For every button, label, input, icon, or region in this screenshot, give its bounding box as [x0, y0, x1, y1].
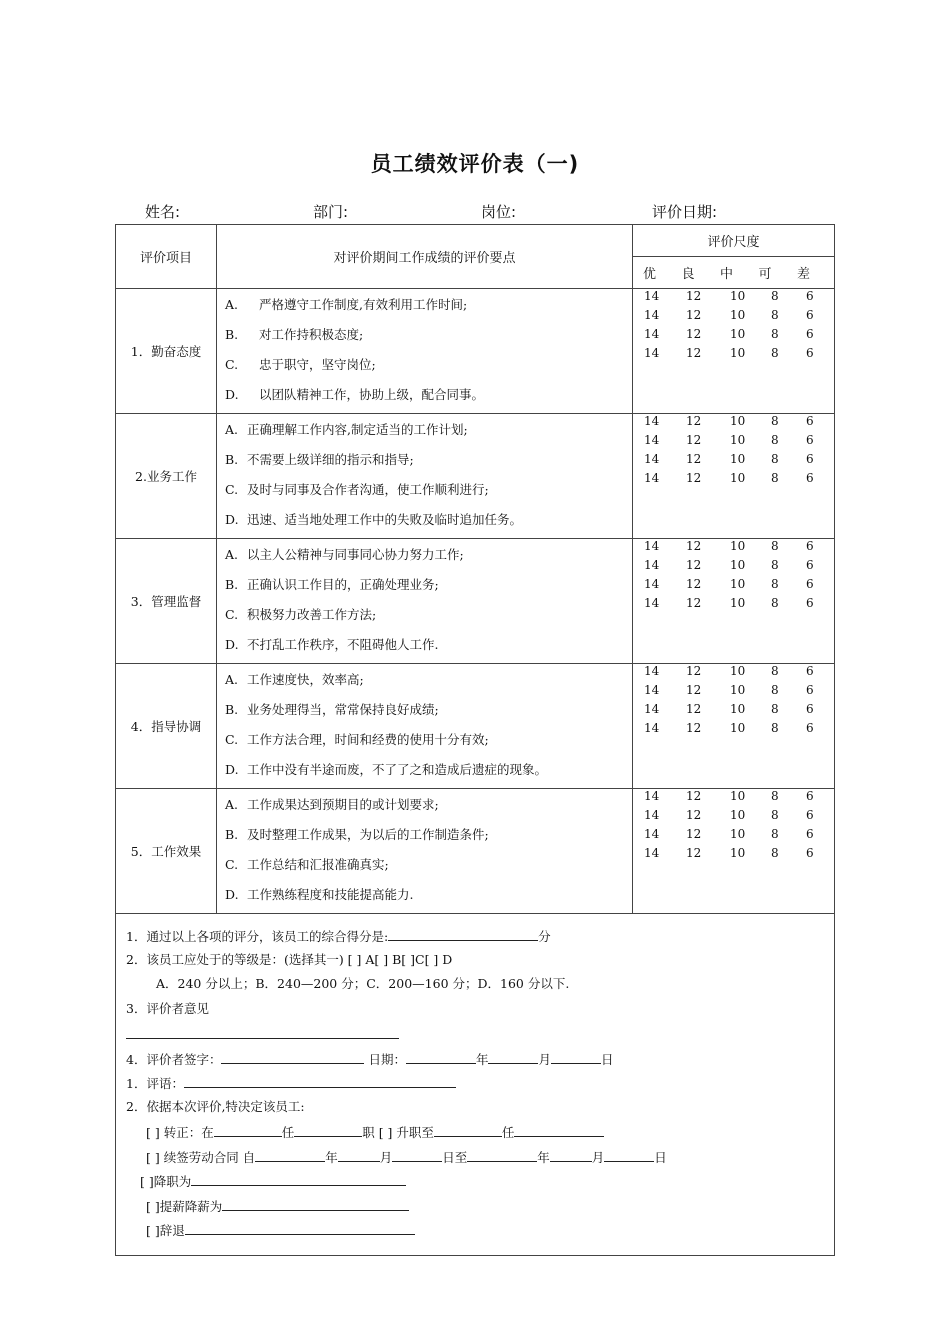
score-option[interactable]: 12: [686, 721, 702, 735]
date-month-field[interactable]: [488, 1049, 538, 1064]
evaluator-signature-label: 4．评价者签字：: [126, 1051, 222, 1067]
score-option[interactable]: 10: [730, 433, 746, 447]
comment-line: [126, 1073, 834, 1098]
criterion: [225, 573, 632, 603]
header-evaluation-scale: 评价尺度: [633, 225, 835, 257]
criterion: [225, 323, 632, 353]
score-option[interactable]: 10: [730, 721, 746, 735]
criterion-text: 以主人公精神与同事同心协力努力工作;: [247, 547, 464, 562]
score-row[interactable]: [633, 433, 834, 452]
score-option[interactable]: 8: [771, 346, 779, 360]
score-row[interactable]: [633, 596, 834, 615]
score-option[interactable]: 8: [771, 846, 779, 860]
score-option[interactable]: 12: [686, 558, 702, 572]
score-option[interactable]: 8: [771, 702, 779, 716]
score-option[interactable]: 10: [730, 414, 746, 428]
score-row[interactable]: [633, 789, 834, 808]
score-option[interactable]: 10: [730, 577, 746, 591]
score-option[interactable]: 14: [644, 414, 660, 428]
criterion-letter: D.: [225, 512, 239, 527]
criterion-text: 工作速度快，效率高;: [247, 672, 364, 687]
score-row[interactable]: [633, 664, 834, 683]
score-row[interactable]: [633, 827, 834, 846]
score-option[interactable]: 12: [686, 596, 702, 610]
score-option[interactable]: 10: [730, 683, 746, 697]
header-evaluation-criteria: 对评价期间工作成绩的评价要点: [217, 225, 633, 289]
salary-change-option[interactable]: [ ]提薪降薪为: [146, 1198, 223, 1214]
score-option[interactable]: 6: [806, 702, 814, 716]
criterion-letter: C.: [225, 732, 239, 747]
day-label: 日: [601, 1051, 614, 1067]
confirm-post-field[interactable]: [294, 1122, 362, 1137]
grade-excellent: 优: [643, 267, 657, 282]
salary-change-line: [126, 1196, 834, 1221]
score-option[interactable]: 8: [771, 721, 779, 735]
score-option[interactable]: 8: [771, 683, 779, 697]
criteria-cell: [217, 414, 633, 539]
page-title: 员工绩效评价表（一): [370, 152, 580, 176]
promote-post-field[interactable]: [514, 1122, 604, 1137]
score-row[interactable]: [633, 846, 834, 865]
section-label: 5．工作效果: [116, 789, 217, 914]
comment-label: 1．评语：: [126, 1076, 184, 1091]
score-option[interactable]: 12: [686, 539, 702, 553]
dismiss-option[interactable]: [ ]辞退: [146, 1223, 185, 1238]
criterion-text: 不需要上级详细的指示和指导;: [247, 452, 414, 467]
score-option[interactable]: 12: [686, 308, 702, 322]
score-option[interactable]: 6: [806, 539, 814, 553]
score-option[interactable]: 12: [686, 577, 702, 591]
score-option[interactable]: 14: [644, 346, 660, 360]
criterion-letter: A.: [225, 297, 239, 312]
score-option[interactable]: 14: [644, 827, 660, 841]
score-option[interactable]: 8: [771, 327, 779, 341]
criterion-text: 对工作持积极态度;: [259, 327, 364, 342]
score-option[interactable]: 6: [806, 683, 814, 697]
score-option[interactable]: 10: [730, 664, 746, 678]
renew-from-day-field[interactable]: [392, 1147, 442, 1162]
score-row[interactable]: [633, 683, 834, 702]
score-option[interactable]: 10: [730, 808, 746, 822]
score-option[interactable]: 6: [806, 577, 814, 591]
criterion-text: 工作熟练程度和技能提高能力.: [247, 887, 414, 902]
criterion-letter: C.: [225, 482, 239, 497]
score-option[interactable]: 6: [806, 308, 814, 322]
header-grades: [633, 257, 835, 289]
criterion: [225, 853, 632, 883]
promote-option[interactable]: 职 [ ] 升职至: [362, 1125, 434, 1140]
score-option[interactable]: 8: [771, 539, 779, 553]
criterion: [225, 508, 632, 538]
confirm-promote-line: [126, 1122, 834, 1147]
score-option[interactable]: 6: [806, 721, 814, 735]
demote-line: [126, 1171, 834, 1196]
day-to-label: 日至: [442, 1149, 468, 1165]
criterion-text: 工作方法合理，时间和经费的使用十分有效;: [247, 732, 489, 747]
score-option[interactable]: 14: [644, 289, 660, 303]
score-option[interactable]: 14: [644, 721, 660, 735]
criterion-letter: D.: [225, 762, 239, 777]
score-option[interactable]: 12: [686, 346, 702, 360]
score-option[interactable]: 12: [686, 664, 702, 678]
criterion: [225, 293, 632, 323]
date-label: 日期：: [368, 1051, 406, 1067]
month-label: 月: [538, 1051, 551, 1067]
score-option[interactable]: 6: [806, 327, 814, 341]
header-evaluation-item: 评价项目: [116, 225, 217, 289]
score-option[interactable]: 14: [644, 452, 660, 466]
evaluation-table: [115, 224, 835, 1256]
score-option[interactable]: 10: [730, 452, 746, 466]
score-option[interactable]: 8: [771, 289, 779, 303]
criterion-text: 迅速、适当地处理工作中的失败及临时追加任务。: [247, 512, 523, 527]
score-option[interactable]: 14: [644, 596, 660, 610]
name-label: 姓名:: [145, 203, 181, 221]
criterion: [225, 478, 632, 508]
score-option[interactable]: 6: [806, 414, 814, 428]
score-option[interactable]: 14: [644, 702, 660, 716]
score-cell: [633, 789, 835, 914]
score-option[interactable]: 6: [806, 452, 814, 466]
score-option[interactable]: 10: [730, 539, 746, 553]
score-row[interactable]: [633, 577, 834, 596]
evaluation-date-label: 评价日期:: [652, 203, 718, 221]
criteria-cell: [217, 539, 633, 664]
score-option[interactable]: 6: [806, 596, 814, 610]
evaluator-opinion-line[interactable]: [126, 1024, 834, 1049]
score-option[interactable]: 6: [806, 346, 814, 360]
criterion-text: 不打乱工作秩序，不阻碍他人工作.: [247, 637, 439, 652]
score-option[interactable]: 10: [730, 558, 746, 572]
score-option[interactable]: 12: [686, 683, 702, 697]
criterion-letter: B.: [225, 577, 239, 592]
score-row[interactable]: [633, 702, 834, 721]
renew-contract-option[interactable]: [ ] 续签劳动合同 自: [146, 1149, 256, 1165]
score-row[interactable]: [633, 558, 834, 577]
section-label: 4．指导协调: [116, 664, 217, 789]
criterion: [225, 418, 632, 448]
criterion-letter: C.: [225, 357, 239, 372]
score-option[interactable]: 8: [771, 827, 779, 841]
score-option[interactable]: 14: [644, 558, 660, 572]
grade-average: 中: [719, 267, 733, 282]
criterion-letter: B.: [225, 827, 239, 842]
score-option[interactable]: 10: [730, 789, 746, 803]
score-option[interactable]: 12: [686, 827, 702, 841]
score-row[interactable]: [633, 308, 834, 327]
score-option[interactable]: 14: [644, 308, 660, 322]
grade-fair: 可: [758, 267, 772, 282]
evaluator-signature-field[interactable]: [221, 1049, 364, 1064]
criterion: [225, 668, 632, 698]
month-label: 月: [379, 1149, 393, 1165]
score-option[interactable]: 14: [644, 808, 660, 822]
year-label: 年: [537, 1149, 550, 1165]
date-day-field[interactable]: [551, 1049, 601, 1064]
criterion-letter: D.: [225, 637, 239, 652]
comment-field[interactable]: [184, 1073, 456, 1088]
score-option[interactable]: 8: [771, 471, 779, 485]
department-label: 部门:: [313, 203, 349, 221]
section-label: 3．管理监督: [116, 539, 217, 664]
confirm-option[interactable]: [ ] 转正：在: [146, 1125, 214, 1140]
criterion-text: 积极努力改善工作方法;: [247, 607, 377, 622]
criterion-letter: A.: [225, 547, 239, 562]
renew-to-day-field[interactable]: [604, 1147, 654, 1162]
score-option[interactable]: 10: [730, 327, 746, 341]
score-row[interactable]: [633, 452, 834, 471]
criterion-text: 及时与同事及合作者沟通，使工作顺利进行;: [247, 482, 489, 497]
score-cell: [633, 289, 835, 414]
renew-to-month-field[interactable]: [550, 1147, 592, 1162]
criterion: [225, 698, 632, 728]
criterion-text: 工作中没有半途而废，不了了之和造成后遗症的现象。: [247, 762, 548, 777]
grade-good: 良: [681, 267, 695, 282]
demote-option[interactable]: [ ]降职为: [140, 1174, 192, 1189]
position-label: 岗位:: [481, 203, 517, 221]
signature-line: [126, 1049, 834, 1074]
criterion: [225, 823, 632, 853]
score-option[interactable]: 10: [730, 827, 746, 841]
month-label: 月: [591, 1149, 605, 1165]
criteria-cell: [217, 664, 633, 789]
score-cell: [633, 664, 835, 789]
score-option[interactable]: 12: [686, 327, 702, 341]
score-row[interactable]: [633, 539, 834, 558]
score-cell: [633, 539, 835, 664]
renew-to-year-field[interactable]: [467, 1147, 537, 1162]
score-row[interactable]: [633, 471, 834, 490]
score-option[interactable]: 14: [644, 539, 660, 553]
criterion-text: 正确认识工作目的，正确处理业务;: [247, 577, 439, 592]
score-option[interactable]: 6: [806, 664, 814, 678]
score-option[interactable]: 10: [730, 346, 746, 360]
score-option[interactable]: 6: [806, 289, 814, 303]
dismiss-field[interactable]: [185, 1220, 415, 1235]
score-option[interactable]: 8: [771, 433, 779, 447]
score-option[interactable]: 12: [686, 433, 702, 447]
score-option[interactable]: 12: [686, 414, 702, 428]
score-option[interactable]: 6: [806, 808, 814, 822]
date-year-field[interactable]: [406, 1049, 476, 1064]
score-option[interactable]: 12: [686, 452, 702, 466]
conclusion-section: [116, 914, 835, 1256]
criterion-text: 及时整理工作成果，为以后的工作制造条件;: [247, 827, 489, 842]
score-option[interactable]: 6: [806, 846, 814, 860]
criteria-cell: [217, 289, 633, 414]
total-score-unit: 分: [538, 929, 551, 944]
score-row[interactable]: [633, 346, 834, 365]
criterion-letter: C.: [225, 607, 239, 622]
score-option[interactable]: 8: [771, 558, 779, 572]
score-option[interactable]: 14: [644, 846, 660, 860]
score-option[interactable]: 14: [644, 327, 660, 341]
criteria-cell: [217, 789, 633, 914]
score-option[interactable]: 14: [644, 577, 660, 591]
grade-poor: 差: [796, 267, 810, 282]
day-label: 日: [654, 1149, 667, 1165]
score-option[interactable]: 12: [686, 289, 702, 303]
criterion-text: 业务处理得当，常常保持良好成绩;: [247, 702, 439, 717]
score-option[interactable]: 6: [806, 433, 814, 447]
promote-dept-field[interactable]: [434, 1122, 502, 1137]
score-row[interactable]: [633, 808, 834, 827]
criterion-text: 以团队精神工作，协助上级，配合同事。: [259, 387, 485, 402]
criterion: [225, 603, 632, 633]
score-option[interactable]: 14: [644, 683, 660, 697]
criterion: [225, 728, 632, 758]
evaluator-opinion-label: 3．评价者意见: [126, 1000, 209, 1016]
criterion-letter: A.: [225, 422, 239, 437]
score-option[interactable]: 6: [806, 789, 814, 803]
score-option[interactable]: 8: [771, 596, 779, 610]
salary-change-field[interactable]: [222, 1196, 409, 1211]
score-option[interactable]: 12: [686, 846, 702, 860]
score-option[interactable]: 12: [686, 789, 702, 803]
score-row[interactable]: [633, 721, 834, 740]
criterion: [225, 448, 632, 478]
criterion-text: 工作成果达到预期目的或计划要求;: [247, 797, 439, 812]
score-option[interactable]: 14: [644, 789, 660, 803]
score-option[interactable]: 14: [644, 433, 660, 447]
decision-label: 2．依据本次评价,特决定该员工:: [126, 1098, 305, 1114]
criterion: [225, 543, 632, 573]
criterion-text: 严格遵守工作制度,有效利用工作时间;: [259, 297, 468, 312]
score-row[interactable]: [633, 327, 834, 346]
renew-contract-line: [126, 1147, 834, 1172]
score-option[interactable]: 12: [686, 471, 702, 485]
criterion-letter: A.: [225, 672, 239, 687]
score-option[interactable]: 6: [806, 558, 814, 572]
criterion: [225, 383, 632, 413]
score-option[interactable]: 8: [771, 808, 779, 822]
score-option[interactable]: 8: [771, 789, 779, 803]
section-label: 2.业务工作: [116, 414, 217, 539]
score-option[interactable]: 10: [730, 846, 746, 860]
criterion: [225, 633, 632, 663]
score-option[interactable]: 10: [730, 289, 746, 303]
evaluator-opinion-field[interactable]: [126, 1024, 399, 1039]
score-option[interactable]: 8: [771, 577, 779, 591]
criterion: [225, 883, 632, 913]
criterion-letter: B.: [225, 702, 239, 717]
score-option[interactable]: 10: [730, 596, 746, 610]
criterion-text: 工作总结和汇报准确真实;: [247, 857, 389, 872]
score-option[interactable]: 14: [644, 471, 660, 485]
score-option[interactable]: 12: [686, 808, 702, 822]
year-label: 年: [475, 1051, 489, 1067]
score-cell: [633, 414, 835, 539]
criterion-text: 正确理解工作内容,制定适当的工作计划;: [247, 422, 468, 437]
criterion: [225, 758, 632, 788]
criterion: [225, 793, 632, 823]
criterion-letter: A.: [225, 797, 239, 812]
criterion-text: 忠于职守，坚守岗位;: [259, 357, 376, 372]
grade-ranges-line: A．240 分以上；B．240—200 分；C．200—160 分；D．160 分以下.: [156, 976, 570, 991]
score-option[interactable]: 12: [686, 702, 702, 716]
renew-from-month-field[interactable]: [338, 1147, 380, 1162]
score-option[interactable]: 6: [806, 827, 814, 841]
section-label: 1．勤奋态度: [116, 289, 217, 414]
score-option[interactable]: 8: [771, 452, 779, 466]
criterion-letter: D.: [225, 387, 239, 402]
score-option[interactable]: 10: [730, 308, 746, 322]
score-option[interactable]: 10: [730, 471, 746, 485]
total-score-field[interactable]: [388, 926, 538, 941]
demote-field[interactable]: [191, 1171, 406, 1186]
score-row[interactable]: [633, 414, 834, 433]
total-score-line: [126, 926, 834, 951]
score-option[interactable]: 8: [771, 308, 779, 322]
confirm-dept-field[interactable]: [214, 1122, 282, 1137]
confirm-post-label: 任: [281, 1125, 295, 1140]
score-option[interactable]: 10: [730, 702, 746, 716]
score-option[interactable]: 6: [806, 471, 814, 485]
criterion-letter: D.: [225, 887, 239, 902]
total-score-label: 1．通过以上各项的评分，该员工的综合得分是:: [126, 929, 389, 944]
promote-post-label: 任: [501, 1125, 515, 1140]
score-row[interactable]: [633, 289, 834, 308]
dismiss-line: [126, 1220, 834, 1245]
criterion-letter: C.: [225, 857, 239, 872]
score-option[interactable]: 8: [771, 664, 779, 678]
criterion-letter: B.: [225, 327, 239, 342]
score-option[interactable]: 14: [644, 664, 660, 678]
score-option[interactable]: 8: [771, 414, 779, 428]
grade-choice-line[interactable]: 2．该员工应处于的等级是：(选择其一) [ ] A[ ] B[ ]C[ ] D: [126, 951, 453, 967]
year-label: 年: [325, 1149, 338, 1165]
criterion: [225, 353, 632, 383]
criterion-letter: B.: [225, 452, 239, 467]
renew-from-year-field[interactable]: [255, 1147, 325, 1162]
